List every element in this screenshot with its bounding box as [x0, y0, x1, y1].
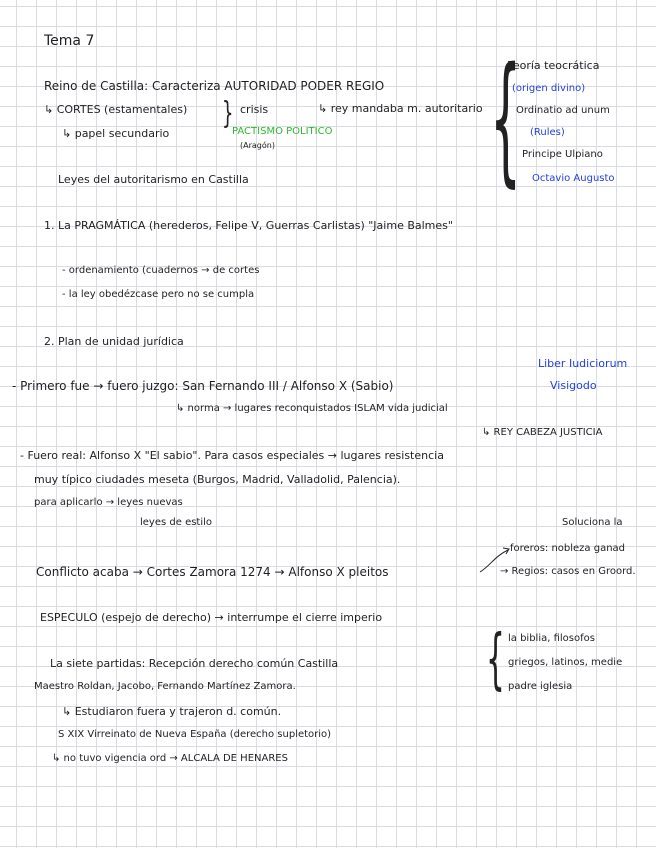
- note-leyes-estilo: leyes de estilo: [140, 517, 213, 528]
- note-norma: ↳ norma → lugares reconquistados ISLAM vida judicial: [176, 403, 448, 414]
- note-octavio: Octavio Augusto: [532, 173, 615, 184]
- note-pactismo: PACTISMO POLITICO: [232, 126, 333, 137]
- note-rules: (Rules): [530, 127, 565, 138]
- note-para-aplicarlo: para aplicarlo → leyes nuevas: [34, 497, 183, 508]
- note-maestros: Maestro Roldan, Jacobo, Fernando Martínez Zamora.: [34, 681, 296, 692]
- note-primero: - Primero fue → fuero juzgo: San Fernando III / Alfonso X (Sabio): [12, 379, 394, 393]
- note-liber: Liber Iudiciorum: [538, 357, 628, 370]
- note-biblia: la biblia, filosofos: [508, 633, 595, 644]
- note-papel: ↳ papel secundario: [62, 127, 170, 140]
- note-griegos: griegos, latinos, medie: [508, 657, 623, 668]
- note-ordenamiento: - ordenamiento (cuadernos → de cortes: [62, 265, 260, 276]
- note-soluciona: Soluciona la: [562, 517, 623, 528]
- note-title: Tema 7: [44, 33, 95, 49]
- note-reino: Reino de Castilla: Caracteriza AUTORIDAD PODER REGIO: [44, 79, 385, 93]
- note-ordinatio: Ordinatio ad unum: [516, 105, 610, 116]
- note-plan: 2. Plan de unidad jurídica: [44, 335, 184, 348]
- brace-partidas: {: [486, 620, 505, 697]
- brace-teoria: {: [490, 38, 522, 201]
- note-teoria: Teoría teocrática: [508, 59, 600, 72]
- note-crisis: crisis: [240, 103, 269, 116]
- note-estudiaron: ↳ Estudiaron fuera y trajeron d. común.: [62, 705, 282, 718]
- note-padre: padre iglesia: [508, 681, 573, 692]
- note-conflicto: Conflicto acaba → Cortes Zamora 1274 → Alfonso X pleitos: [36, 565, 389, 579]
- note-origen-divino: (origen divino): [512, 83, 586, 94]
- note-obedezcase: - la ley obedézcase pero no se cumpla: [62, 289, 255, 300]
- brace-cortes: }: [222, 96, 234, 131]
- note-especulo: ESPECULO (espejo de derecho) → interrumpe el cierre imperio: [40, 611, 383, 624]
- note-sxix: S XIX Virreinato de Nueva España (derecho supletorio): [58, 729, 332, 740]
- note-cortes: ↳ CORTES (estamentales): [44, 103, 188, 116]
- note-fuero-real: - Fuero real: Alfonso X "El sabio". Para casos especiales → lugares resistencia: [20, 449, 444, 462]
- note-reymandaba: ↳ rey mandaba m. autoritario: [318, 102, 483, 115]
- note-pragmatica: 1. La PRAGMÁTICA (herederos, Felipe V, Guerras Carlistas) "Jaime Balmes": [44, 219, 453, 232]
- note-foreros: foreros: nobleza ganad: [510, 543, 626, 554]
- note-rey-cabeza: ↳ REY CABEZA JUSTICIA: [482, 427, 603, 438]
- note-leyes-autoritarismo: Leyes del autoritarismo en Castilla: [58, 173, 249, 186]
- note-principe: Principe Ulpiano: [522, 149, 603, 160]
- note-muy-tipico: muy típico ciudades meseta (Burgos, Madrid, Valladolid, Palencia).: [34, 473, 401, 486]
- note-aragon: (Aragón): [240, 141, 275, 150]
- note-regios: → Regios: casos en Groord.: [500, 566, 636, 577]
- note-siete: La siete partidas: Recepción derecho común Castilla: [50, 657, 339, 670]
- note-visigodo: Visigodo: [550, 379, 597, 392]
- note-no-tuvo: ↳ no tuvo vigencia ord → ALCALA DE HENARES: [52, 753, 288, 764]
